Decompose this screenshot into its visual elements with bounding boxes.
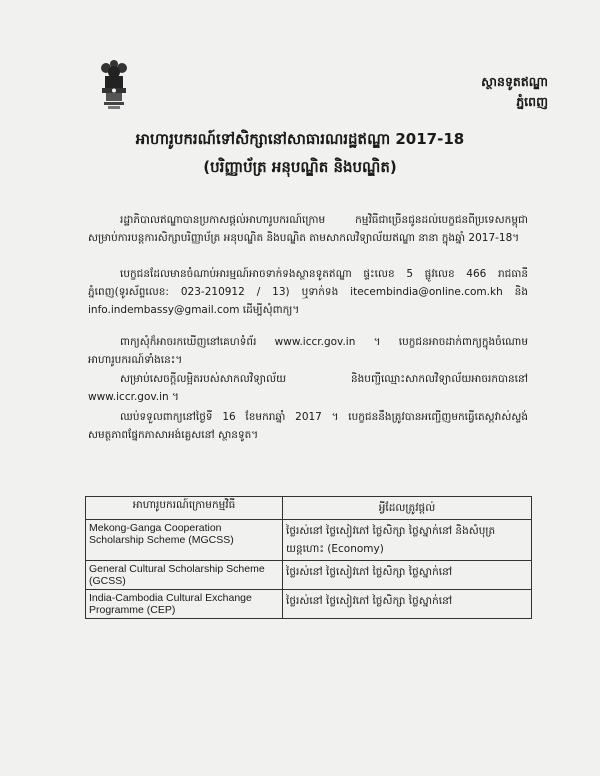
table-header-row: [86, 497, 532, 520]
paragraph-application: ពាក្យសុំក៏អាចរកឃើញនៅគេហទំព័រ www.iccr.gov.in ។ បេក្ខជនអាចដាក់ពាក្យក្នុងចំណោមអាហារូបករណ៍ទាំងនេះ។: [88, 336, 528, 366]
table-row: [86, 561, 532, 590]
embassy-city: ភ្នំពេញ: [516, 94, 548, 109]
table-header-scheme: អាហារូបករណ៍ក្រោមកម្មវិធី: [86, 497, 283, 520]
table-header-provides: អ្វីដែលត្រូវផ្តល់: [283, 497, 532, 520]
paragraph-intro: រដ្ឋាភិបាលឥណ្ឌាបានប្រកាសផ្តល់អាហារូបករណ៍ក្រោម កម្មវិធីជាច្រើនជូនដល់បេក្ខជនពីប្រទេសកម្ពុជាសម្រាប់ការបន្តការសិក្សាបរិញ្ញាប័ត្រ អនុបណ្ឌិត និងបណ្ឌិត តាមសាកលវិទ្យាល័យឥណ្ឌា នានា ក្នុងឆ្នាំ 2017-18។: [88, 214, 528, 244]
table-row: [86, 590, 532, 619]
paragraph-university-details: សម្រាប់សេចក្តីលម្អិតរបស់សាកលវិទ្យាល័យ និងបញ្ជីឈ្មោះសាកលវិទ្យាល័យអាចរកបាននៅ www.iccr.gov.in ។: [88, 373, 528, 403]
table-cell-scheme: India-Cambodia Cultural Exchange Programme (CEP): [86, 590, 283, 619]
table-cell-scheme: Mekong-Ganga Cooperation Scholarship Scheme (MGCSS): [86, 520, 283, 561]
embassy-name: ស្ថានទូតឥណ្ឌា: [481, 74, 548, 89]
paragraph-deadline: ឈប់ទទួលពាក្យនៅថ្ងៃទី 16 ខែមករាឆ្នាំ 2017 ។ បេក្ខជននឹងត្រូវបានអញ្ជើញមកធ្វើតេស្តវាស់ស្ទង់សមត្ថភាពផ្នែកភាសាអង់គ្លេសនៅ ស្ថានទូត។: [88, 411, 528, 441]
table-cell-provides: ថ្លៃរស់នៅ ថ្លៃសៀវភៅ ថ្លៃសិក្សា ថ្លៃស្នាក់នៅ និងសំបុត្រយន្តហោះ (Economy): [283, 520, 532, 561]
table-row: [86, 520, 532, 561]
embassy-address: [481, 72, 548, 112]
scholarship-table: [85, 496, 532, 619]
table-cell-scheme: General Cultural Scholarship Scheme (GCSS): [86, 561, 283, 590]
document-title: អាហារូបករណ៍ទៅសិក្សានៅសាធារណរដ្ឋឥណ្ឌា 2017-18: [135, 130, 465, 148]
table-cell-provides: ថ្លៃរស់នៅ ថ្លៃសៀវភៅ ថ្លៃសិក្សា ថ្លៃស្នាក់នៅ: [283, 561, 532, 590]
paragraph-contact: បេក្ខជនដែលមានចំណាប់អារម្មណ៍អាចទាក់ទងស្ថានទូតឥណ្ឌា ផ្ទះលេខ 5 ផ្លូវលេខ 466 រាជធានីភ្នំពេញ(ទូរស័ព្ទលេខ: 023-210912 / 13) ឬទាក់ទង itecembindia@online.com.kh និង info.indembassy@gmail.com ដើម្បីសុំពាក្យ។: [88, 268, 528, 316]
document-subtitle: (បរិញ្ញាប័ត្រ អនុបណ្ឌិត និងបណ្ឌិត): [203, 158, 397, 176]
table-cell-provides: ថ្លៃរស់នៅ ថ្លៃសៀវភៅ ថ្លៃសិក្សា ថ្លៃស្នាក់នៅ: [283, 590, 532, 619]
national-emblem-icon: [97, 58, 131, 112]
